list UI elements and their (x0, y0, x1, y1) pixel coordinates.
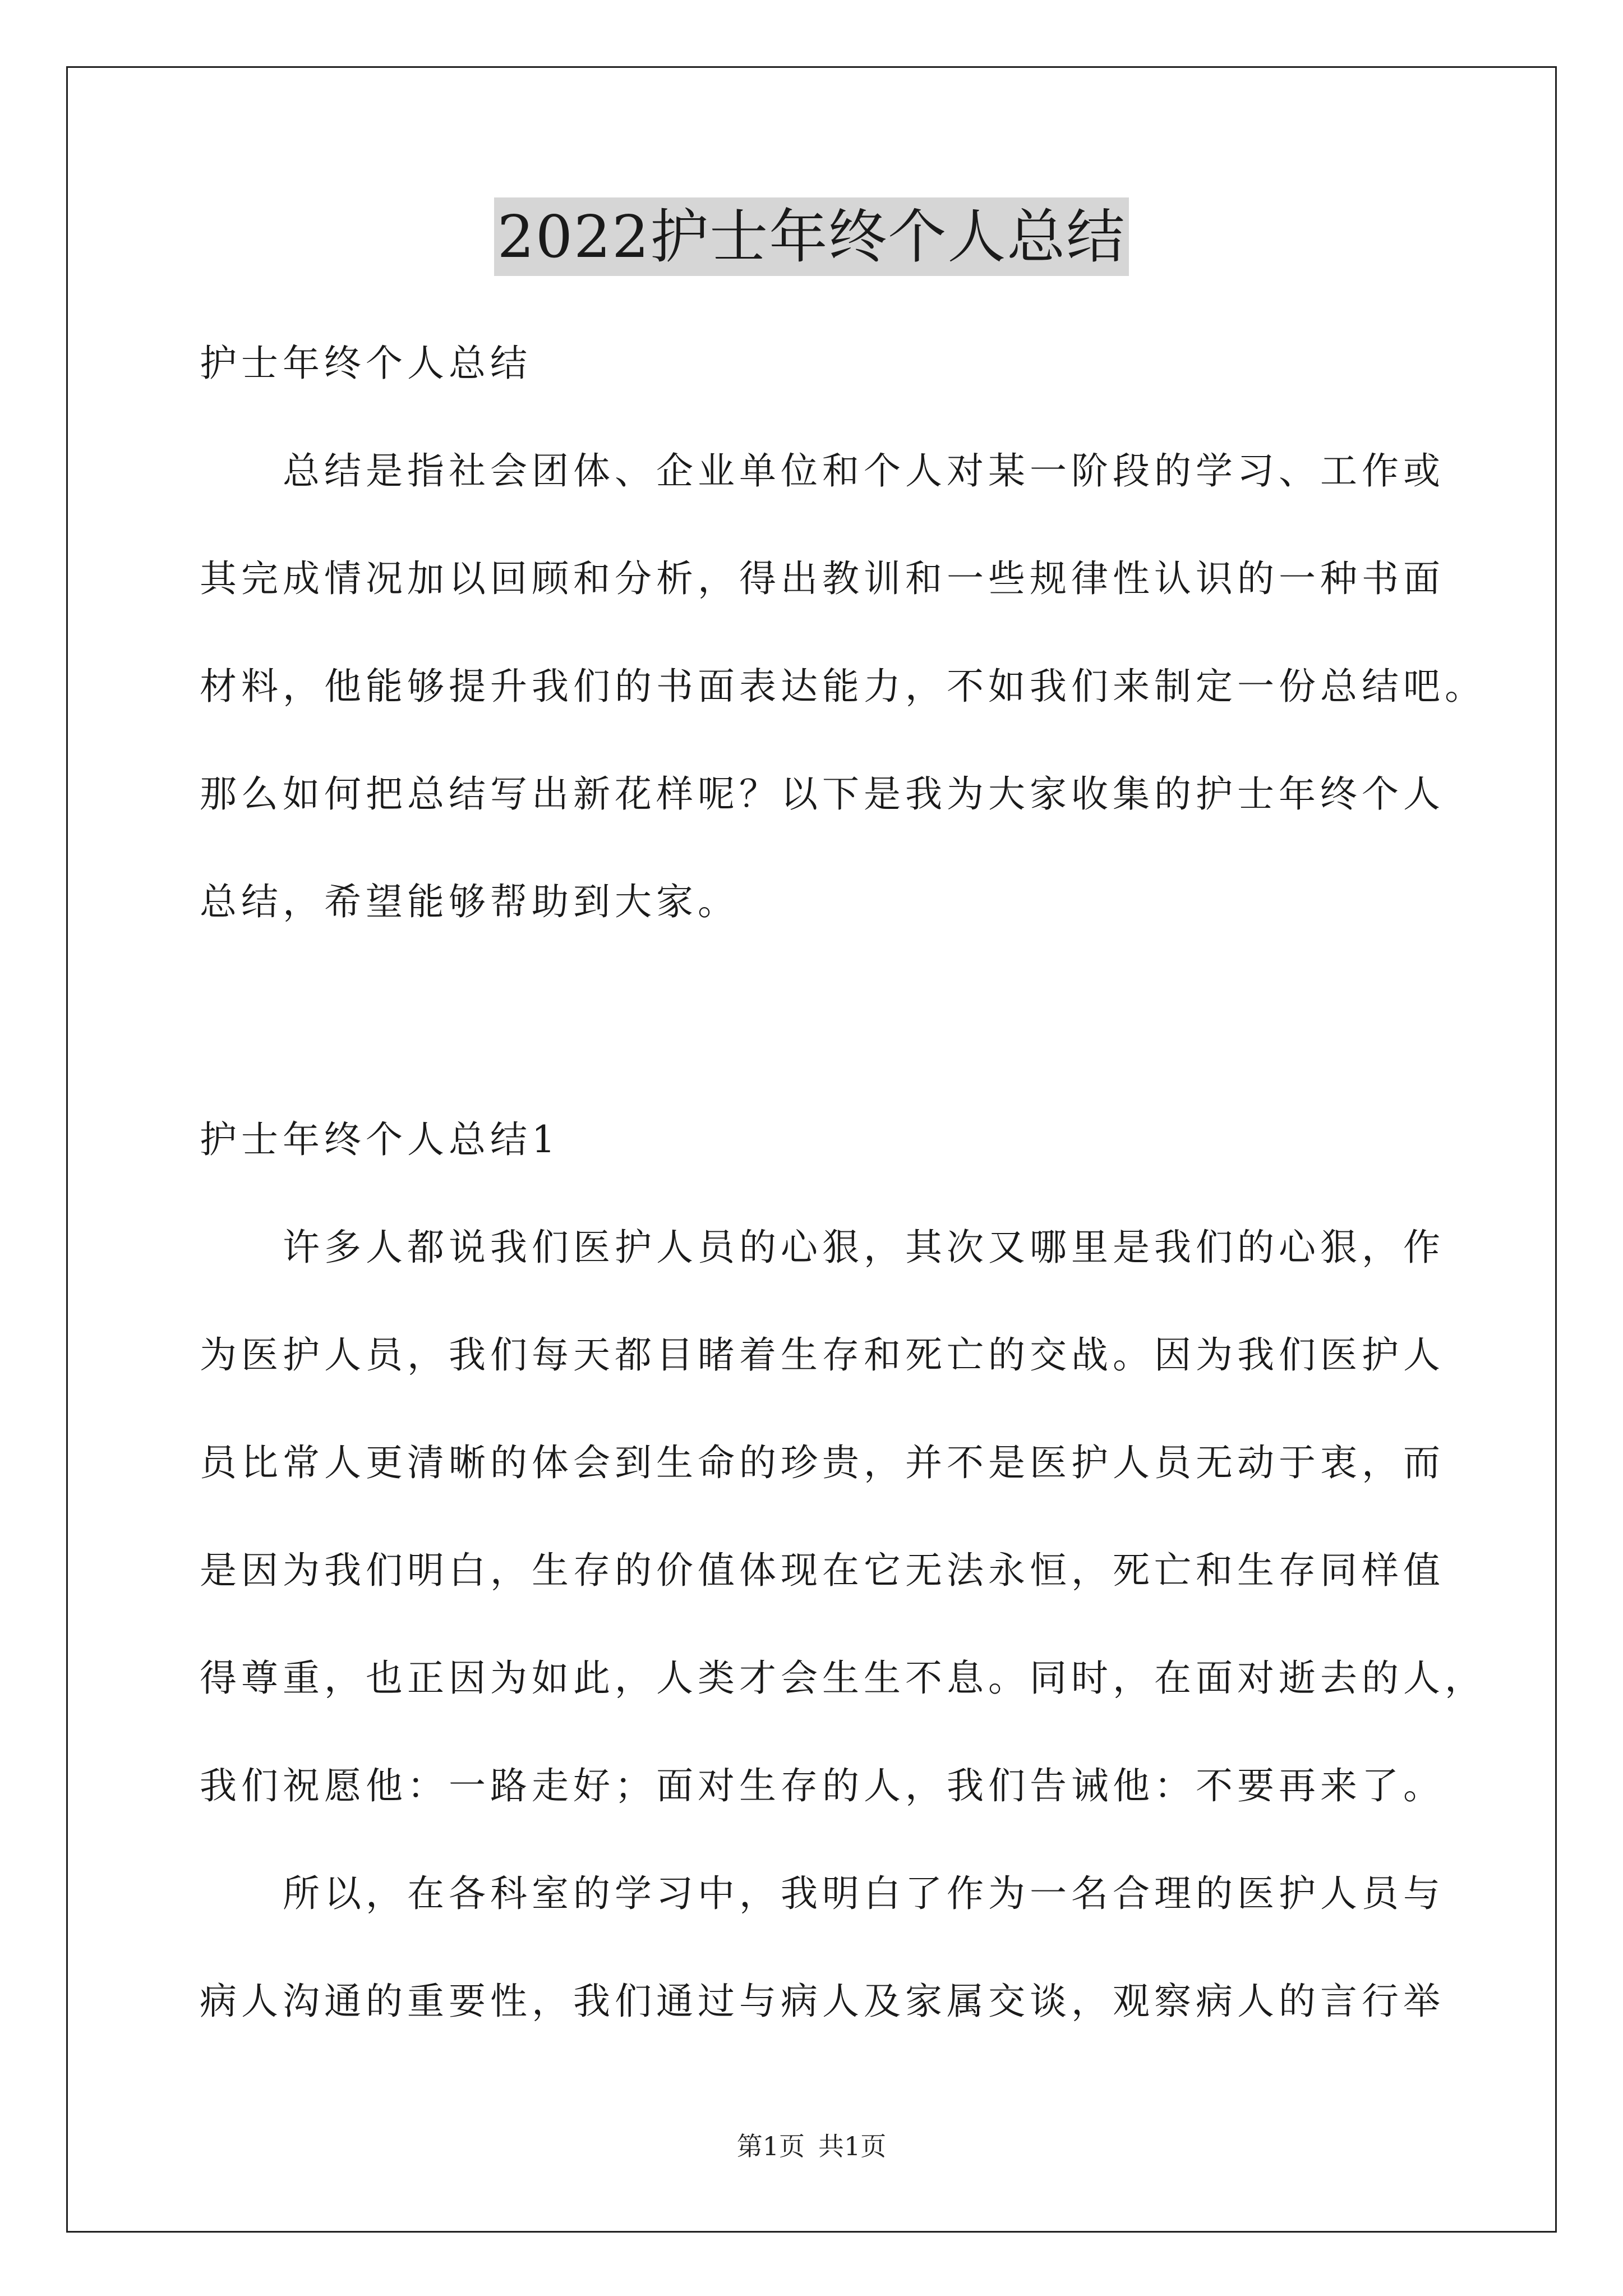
intro-line: 那么如何把总结写出新花样呢？以下是我为大家收集的护士年终个人 (200, 772, 1445, 816)
page-number-current: 第1页 (736, 2131, 805, 2161)
document-title: 2022护士年终个人总结 (494, 197, 1129, 276)
paragraph-line: 员比常人更清晰的体会到生命的珍贵，并不是医护人员无动于衷，而 (200, 1441, 1445, 1484)
document-subtitle: 护士年终个人总结 (200, 342, 532, 385)
section-heading: 护士年终个人总结1 (200, 1118, 560, 1161)
intro-line: 总结，希望能够帮助到大家。 (200, 880, 739, 923)
page-number-total: 共1页 (818, 2131, 887, 2161)
paragraph-line: 我们祝愿他：一路走好；面对生存的人，我们告诫他：不要再来了。 (200, 1764, 1445, 1807)
paragraph-line: 所以，在各科室的学习中，我明白了作为一名合理的医护人员与 (283, 1872, 1445, 1915)
intro-line: 其完成情况加以回顾和分析，得出教训和一些规律性认识的一种书面 (200, 557, 1445, 600)
paragraph-line: 许多人都说我们医护人员的心狠，其次又哪里是我们的心狠，作 (283, 1226, 1445, 1269)
page-footer (0, 2129, 1623, 2163)
intro-line: 总结是指社会团体、企业单位和个人对某一阶段的学习、工作或 (283, 449, 1445, 493)
paragraph-line: 为医护人员，我们每天都目睹着生存和死亡的交战。因为我们医护人 (200, 1333, 1445, 1377)
intro-line: 材料，他能够提升我们的书面表达能力，不如我们来制定一份总结吧。 (200, 665, 1486, 708)
paragraph-line: 病人沟通的重要性，我们通过与病人及家属交谈，观察病人的言行举 (200, 1980, 1445, 2023)
paragraph-line: 得尊重，也正因为如此，人类才会生生不息。同时，在面对逝去的人， (200, 1657, 1486, 1700)
title-container (0, 197, 1623, 276)
document-body (200, 310, 1486, 2055)
paragraph-line: 是因为我们明白，生存的价值体现在它无法永恒，死亡和生存同样值 (200, 1549, 1445, 1592)
section-spacer (200, 956, 1473, 1086)
